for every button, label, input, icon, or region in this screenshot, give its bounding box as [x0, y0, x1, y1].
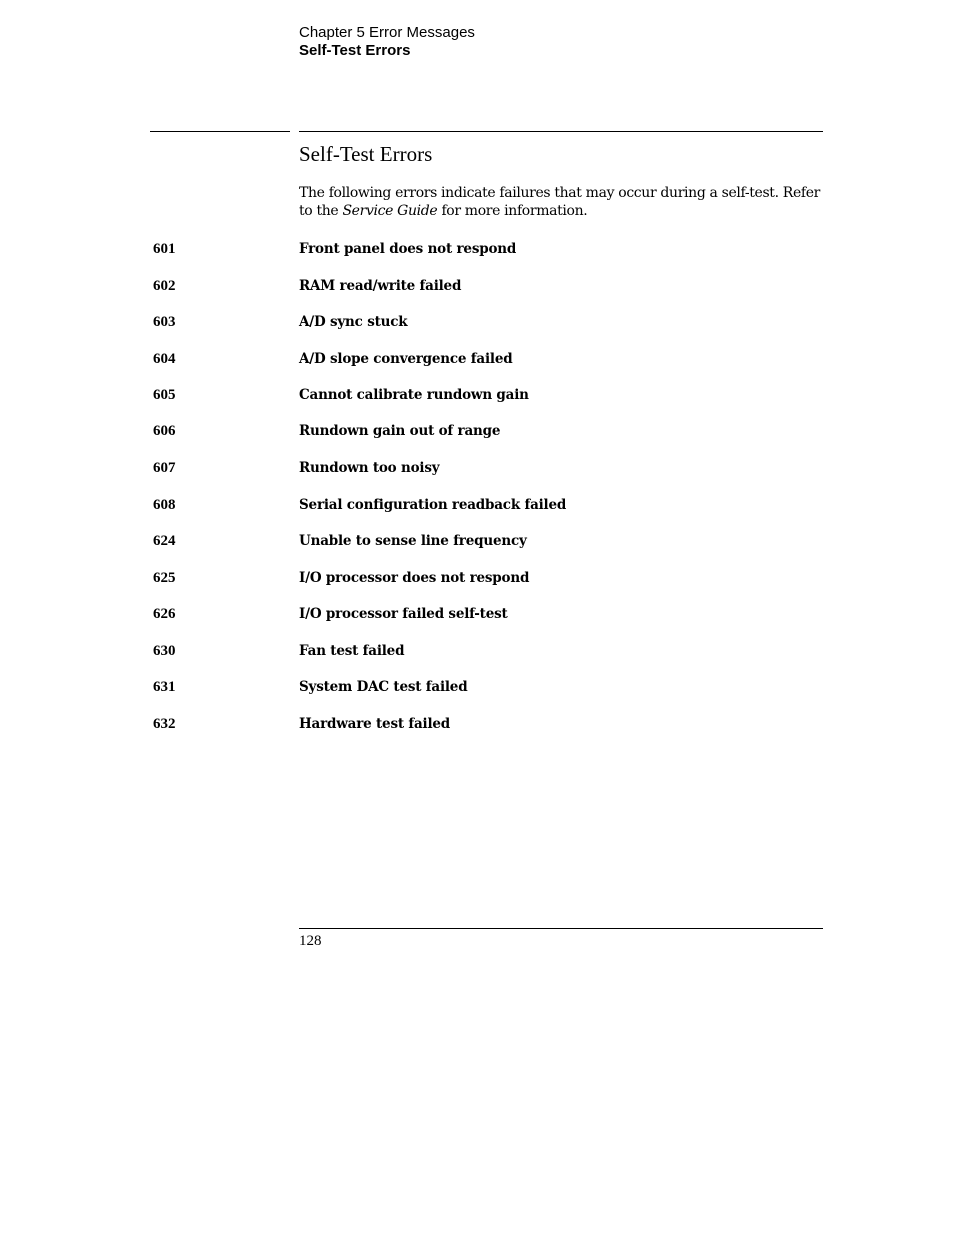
error-message: RAM read/write failed [299, 278, 462, 294]
intro-paragraph [299, 184, 829, 220]
error-message: Rundown too noisy [299, 460, 440, 476]
error-message: Unable to sense line frequency [299, 533, 527, 549]
error-code: 605 [153, 387, 176, 403]
error-row [0, 678, 954, 698]
error-message: Hardware test failed [299, 716, 451, 732]
error-row [0, 532, 954, 552]
error-message: Front panel does not respond [299, 241, 517, 257]
error-row [0, 277, 954, 297]
intro-text-end: for more information. [437, 203, 588, 219]
error-row [0, 569, 954, 589]
error-message: A/D slope convergence failed [299, 351, 513, 367]
section-label: Self-Test Errors [299, 42, 411, 59]
error-row [0, 422, 954, 442]
error-row [0, 386, 954, 406]
error-code: 602 [153, 278, 176, 294]
error-message: A/D sync stuck [299, 314, 408, 330]
intro-text-start: The following errors indicate failures that may occur during a self-test. Refer to the [299, 185, 821, 219]
service-guide-reference: Service Guide [342, 203, 438, 219]
page-number: 128 [299, 933, 322, 949]
section-divider [299, 131, 823, 132]
error-code: 606 [153, 423, 176, 439]
error-code: 625 [153, 570, 176, 586]
error-code: 631 [153, 679, 176, 695]
error-code: 604 [153, 351, 176, 367]
error-row [0, 240, 954, 260]
error-code: 601 [153, 241, 176, 257]
chapter-label: Chapter 5 Error Messages [299, 24, 475, 41]
error-row [0, 496, 954, 516]
error-row [0, 459, 954, 479]
error-code: 607 [153, 460, 176, 476]
error-message: I/O processor does not respond [299, 570, 530, 586]
error-message: Fan test failed [299, 643, 405, 659]
error-code: 632 [153, 716, 176, 732]
error-row [0, 715, 954, 735]
error-message: System DAC test failed [299, 679, 468, 695]
error-row [0, 350, 954, 370]
error-code: 630 [153, 643, 176, 659]
page-title: Self-Test Errors [299, 142, 433, 166]
error-message: Rundown gain out of range [299, 423, 501, 439]
error-code: 608 [153, 497, 176, 513]
error-row [0, 642, 954, 662]
error-message: I/O processor failed self-test [299, 606, 508, 622]
left-margin-divider [150, 131, 290, 132]
error-code: 603 [153, 314, 176, 330]
error-row [0, 313, 954, 333]
error-code: 624 [153, 533, 176, 549]
error-message: Cannot calibrate rundown gain [299, 387, 529, 403]
error-message: Serial configuration readback failed [299, 497, 567, 513]
running-header [299, 24, 475, 60]
footer-divider [299, 928, 823, 929]
error-row [0, 605, 954, 625]
error-code: 626 [153, 606, 176, 622]
